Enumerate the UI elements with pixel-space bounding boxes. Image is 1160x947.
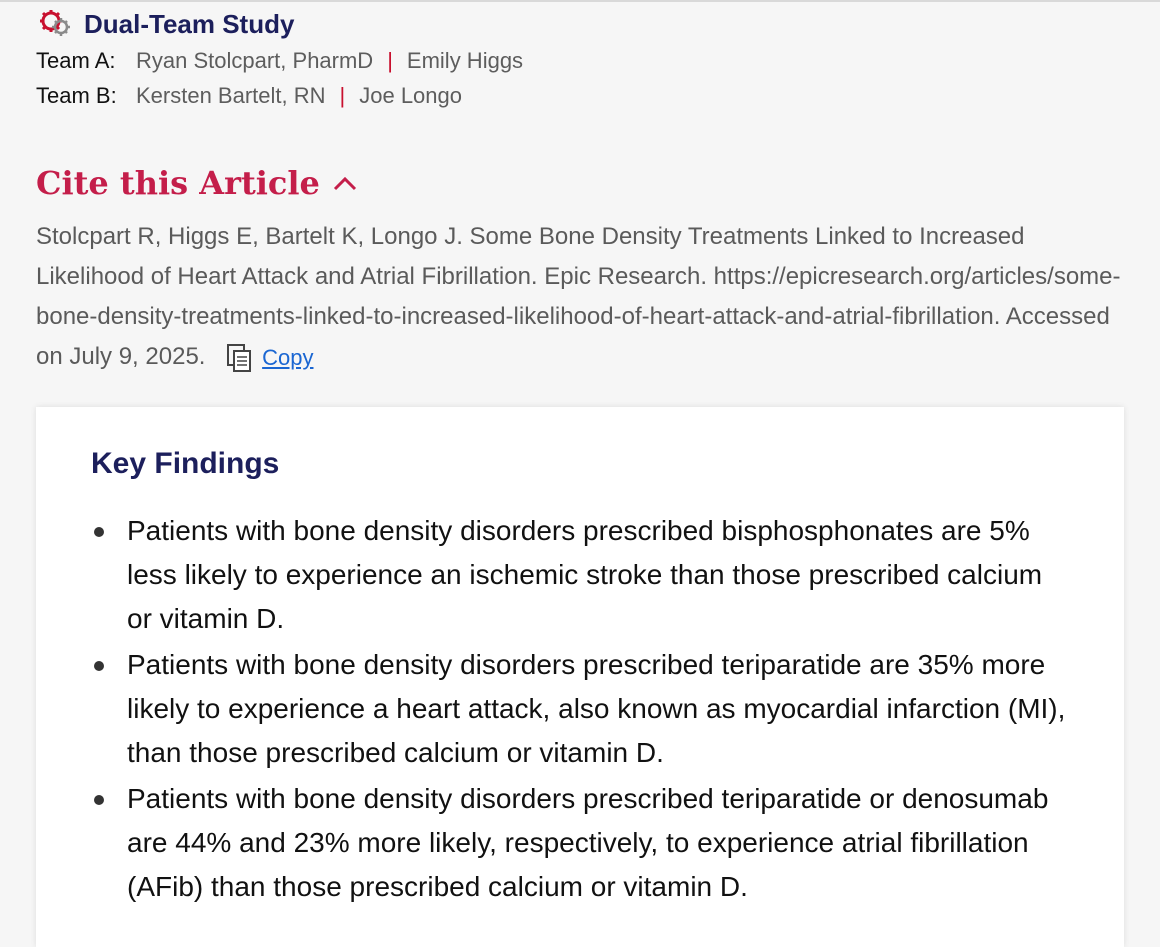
team-b-member-1: Kersten Bartelt, RN bbox=[136, 83, 326, 108]
list-item bbox=[127, 643, 1067, 775]
team-b-member-2: Joe Longo bbox=[359, 83, 462, 108]
cite-heading-label: Cite this Article bbox=[36, 164, 320, 202]
bullet-icon bbox=[94, 527, 104, 537]
finding-text: Patients with bone density disorders prescribed teriparatide or denosumab are 44% and 23% more likely, respectively, to experience atrial fibrillation (AFib) than those prescribed calcium or vitamin D. bbox=[127, 783, 1049, 902]
study-title: Dual-Team Study bbox=[84, 8, 295, 39]
team-a-member-2: Emily Higgs bbox=[406, 48, 524, 73]
top-divider bbox=[0, 0, 1160, 2]
study-header bbox=[38, 8, 294, 40]
list-item bbox=[127, 509, 1067, 641]
member-separator: | bbox=[339, 83, 346, 108]
chevron-up-icon bbox=[332, 174, 358, 192]
cite-toggle[interactable] bbox=[36, 164, 358, 202]
key-findings-card bbox=[36, 407, 1124, 947]
team-a-member-1: Ryan Stolcpart, PharmD bbox=[136, 48, 374, 73]
citation-text: Stolcpart R, Higgs E, Bartelt K, Longo J. Some Bone Density Treatments Linked to Increased Likelihood of Heart Attack and Atrial Fibrillation. Epic Research. https://epicresearch.org/articles/some-bone-density-treatments-linked-to-increased-likelihood-of-heart-attack-and-atrial-fibrillation. Accessed on July 9, 2025. bbox=[36, 223, 1121, 370]
team-b-row bbox=[36, 83, 462, 109]
finding-text: Patients with bone density disorders prescribed teriparatide are 35% more likely to experience a heart attack, also known as myocardial infarction (MI), than those prescribed calcium or vitamin D. bbox=[127, 649, 1066, 768]
team-b-label: Team B: bbox=[36, 83, 117, 108]
copy-link[interactable]: Copy bbox=[262, 344, 314, 370]
bullet-icon bbox=[94, 795, 104, 805]
list-item bbox=[127, 777, 1067, 909]
finding-text: Patients with bone density disorders prescribed bisphosphonates are 5% less likely to experience an ischemic stroke than those prescribed calcium or vitamin D. bbox=[127, 515, 1043, 634]
copy-icon[interactable] bbox=[226, 343, 252, 373]
citation-block bbox=[36, 217, 1126, 378]
team-a-row bbox=[36, 48, 523, 74]
dual-team-gear-icon bbox=[38, 8, 74, 40]
team-a-label: Team A: bbox=[36, 48, 116, 73]
key-findings-title: Key Findings bbox=[91, 447, 280, 480]
key-findings-list bbox=[127, 509, 1067, 911]
bullet-icon bbox=[94, 661, 104, 671]
member-separator: | bbox=[387, 48, 393, 73]
copy-citation[interactable] bbox=[226, 338, 313, 378]
